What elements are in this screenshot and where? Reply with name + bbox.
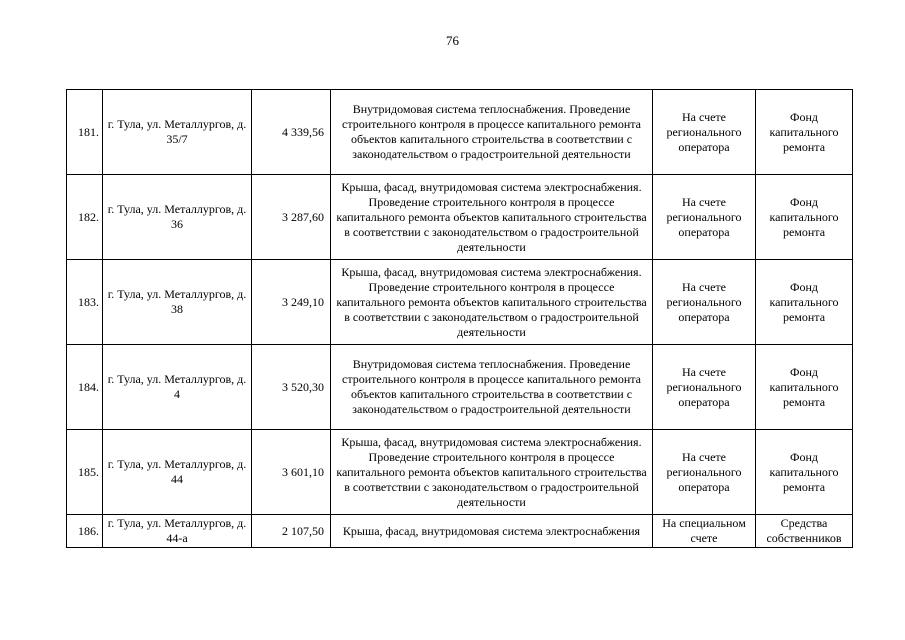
account-cell: На специальном счете (653, 515, 756, 548)
table-row (67, 345, 853, 430)
row-number: 186. (67, 515, 103, 548)
account-cell: На счете регионального оператора (653, 90, 756, 175)
works-cell: Крыша, фасад, внутридомовая система электроснабжения. Проведение строительного контроля в процессе капитального ремонта объектов капитального строительства в соответствии с законодательством о градостроительной деятельности (331, 430, 653, 515)
row-number: 182. (67, 175, 103, 260)
table-row (67, 515, 853, 548)
area-cell: 3 601,10 (252, 430, 331, 515)
works-cell: Крыша, фасад, внутридомовая система электроснабжения. Проведение строительного контроля в процессе капитального ремонта объектов капитального строительства в соответствии с законодательством о градостроительной деятельности (331, 175, 653, 260)
works-cell: Внутридомовая система теплоснабжения. Проведение строительного контроля в процессе капитального ремонта объектов капитального строительства в соответствии с законодательством о градостроительной деятельности (331, 90, 653, 175)
area-cell: 4 339,56 (252, 90, 331, 175)
row-number: 184. (67, 345, 103, 430)
area-cell: 3 249,10 (252, 260, 331, 345)
address-cell: г. Тула, ул. Металлургов, д. 44-а (103, 515, 252, 548)
row-number: 181. (67, 90, 103, 175)
table-row (67, 175, 853, 260)
fund-cell: Средства собственников (756, 515, 853, 548)
account-cell: На счете регионального оператора (653, 430, 756, 515)
address-cell: г. Тула, ул. Металлургов, д. 44 (103, 430, 252, 515)
area-cell: 2 107,50 (252, 515, 331, 548)
address-cell: г. Тула, ул. Металлургов, д. 38 (103, 260, 252, 345)
address-cell: г. Тула, ул. Металлургов, д. 35/7 (103, 90, 252, 175)
table-row (67, 90, 853, 175)
fund-cell: Фонд капитального ремонта (756, 90, 853, 175)
works-cell: Внутридомовая система теплоснабжения. Проведение строительного контроля в процессе капитального ремонта объектов капитального строительства в соответствии с законодательством о градостроительной деятельности (331, 345, 653, 430)
fund-cell: Фонд капитального ремонта (756, 175, 853, 260)
account-cell: На счете регионального оператора (653, 175, 756, 260)
table-row (67, 260, 853, 345)
account-cell: На счете регионального оператора (653, 260, 756, 345)
address-cell: г. Тула, ул. Металлургов, д. 36 (103, 175, 252, 260)
page-number: 76 (446, 33, 459, 48)
fund-cell: Фонд капитального ремонта (756, 260, 853, 345)
works-cell: Крыша, фасад, внутридомовая система электроснабжения. Проведение строительного контроля в процессе капитального ремонта объектов капитального строительства в соответствии с законодательством о градостроительной деятельности (331, 260, 653, 345)
row-number: 183. (67, 260, 103, 345)
works-cell: Крыша, фасад, внутридомовая система электроснабжения (331, 515, 653, 548)
fund-cell: Фонд капитального ремонта (756, 345, 853, 430)
address-cell: г. Тула, ул. Металлургов, д. 4 (103, 345, 252, 430)
area-cell: 3 520,30 (252, 345, 331, 430)
fund-cell: Фонд капитального ремонта (756, 430, 853, 515)
account-cell: На счете регионального оператора (653, 345, 756, 430)
row-number: 185. (67, 430, 103, 515)
registry-table (66, 89, 853, 548)
table-row (67, 430, 853, 515)
area-cell: 3 287,60 (252, 175, 331, 260)
